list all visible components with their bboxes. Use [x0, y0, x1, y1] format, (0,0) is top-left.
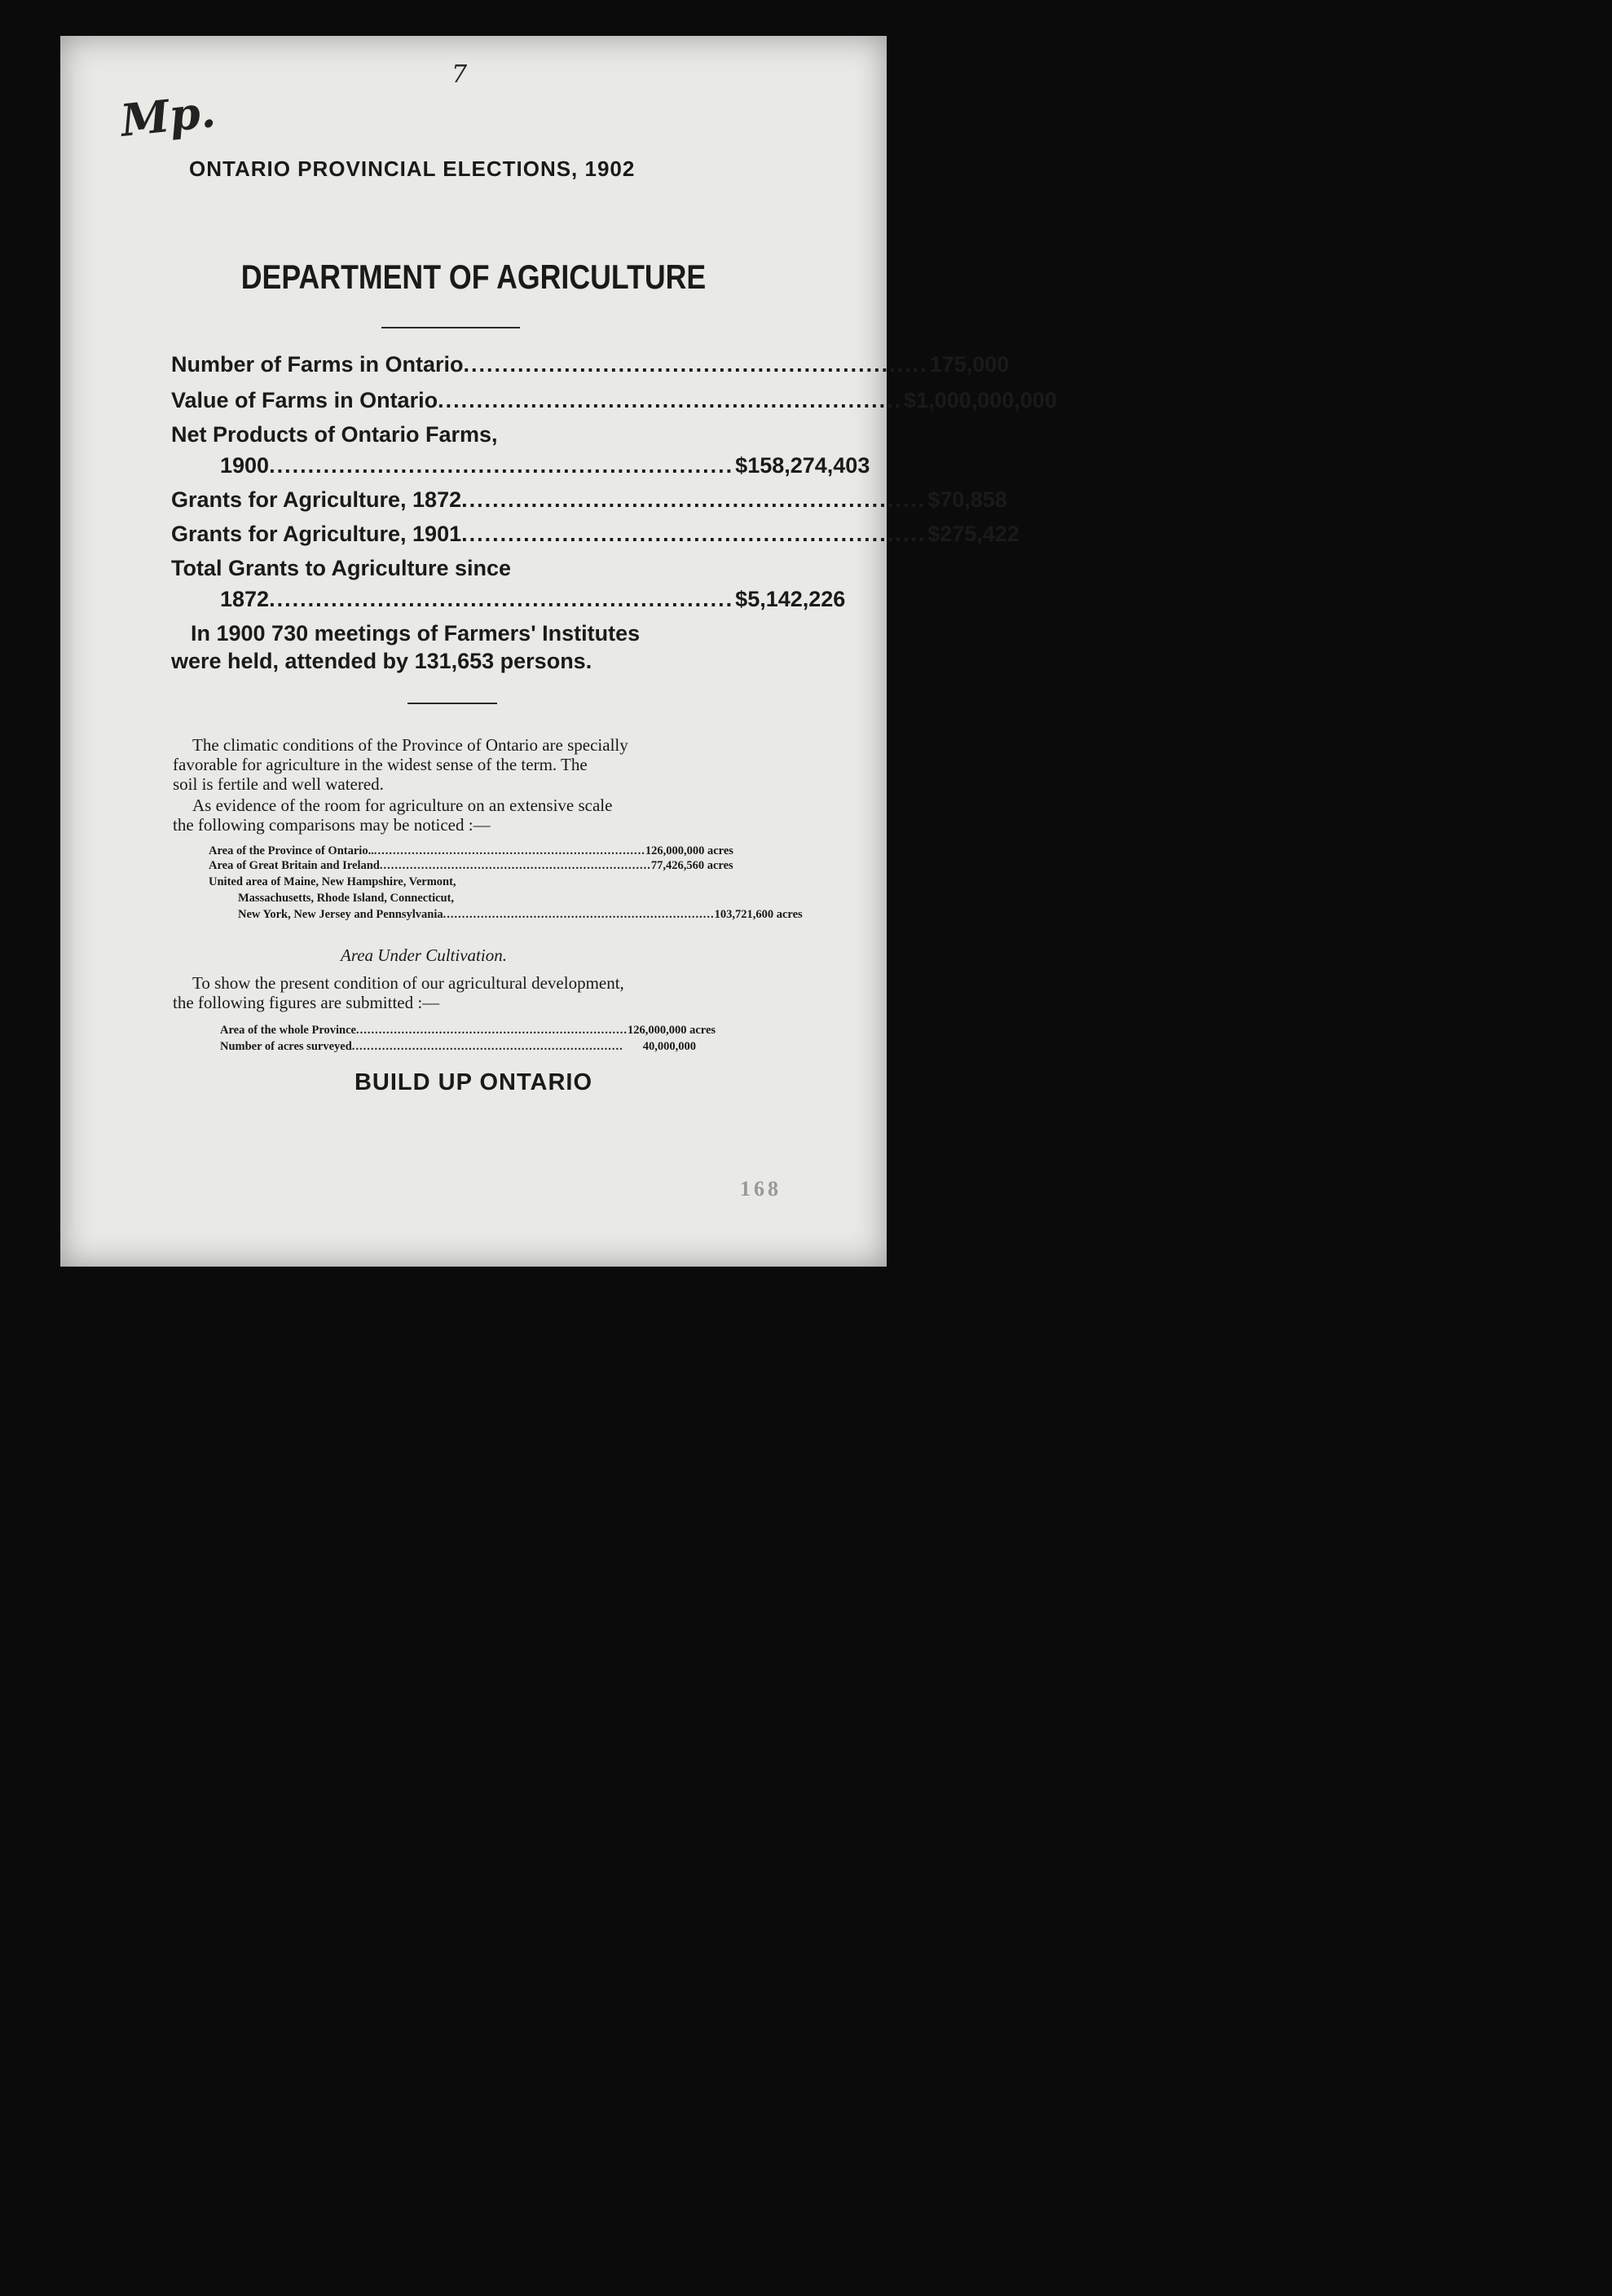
climate-line-5: the following comparisons may be noticed :—	[173, 815, 491, 835]
stat-farms-count: Number of Farms in Ontario ............................................................ 175,000	[171, 352, 1010, 377]
cultivation-value: 40,000,000	[642, 1040, 696, 1053]
stat-value: $70,858	[927, 487, 1007, 512]
stat-net-products: 1900 ............................................................ $158,274,403	[220, 453, 870, 478]
divider-middle	[407, 703, 497, 704]
stat-label: Value of Farms in Ontario	[171, 388, 438, 412]
cultivation-line-2: the following figures are submitted :—	[173, 993, 440, 1012]
archive-stamp: 168	[740, 1177, 782, 1201]
cultivation-surveyed: Number of acres surveyed ........................................................................ 40,000,000	[220, 1040, 696, 1053]
cultivation-heading: Area Under Cultivation.	[341, 945, 507, 965]
stat-label: 1872	[220, 587, 270, 611]
stat-value: 175,000	[929, 352, 1010, 377]
climate-line-3: soil is fertile and well watered.	[173, 774, 384, 794]
climate-line-4: As evidence of the room for agriculture on an extensive scale	[192, 795, 613, 815]
climate-line-2: favorable for agriculture in the widest sense of the term. The	[173, 755, 588, 774]
handwritten-annotation: Mp.	[117, 85, 218, 147]
cultivation-label: Number of acres surveyed	[220, 1040, 352, 1053]
cultivation-whole: Area of the whole Province ........................................................................ 126,000,000 acres	[220, 1024, 716, 1037]
stat-label: Grants for Agriculture, 1872	[171, 487, 462, 512]
comparison-label: Area of Great Britain and Ireland	[209, 859, 380, 872]
cultivation-line-1: To show the present condition of our agricultural development,	[192, 973, 624, 993]
stat-label: Number of Farms in Ontario	[171, 352, 464, 377]
cultivation-value: 126,000,000 acres	[627, 1024, 716, 1037]
comparison-us-line-2: Massachusetts, Rhode Island, Connecticut,	[238, 892, 455, 905]
stat-grants-1872: Grants for Agriculture, 1872 ............................................................ $70,858	[171, 487, 1007, 512]
page-number: 7	[451, 60, 468, 89]
stat-label: Grants for Agriculture, 1901	[171, 522, 462, 546]
comparison-value: 126,000,000 acres	[645, 844, 733, 857]
comparison-value: 103,721,600 acres	[714, 908, 803, 921]
stat-label: 1900	[220, 453, 270, 478]
institutes-line-1: In 1900 730 meetings of Farmers' Institutes	[191, 621, 641, 646]
comparison-us-line-1: United area of Maine, New Hampshire, Vermont,	[209, 875, 456, 888]
stat-grants-1901: Grants for Agriculture, 1901 ............................................................ $275,422	[171, 522, 1020, 546]
stat-total-grants: 1872 ............................................................ $5,142,226	[220, 587, 846, 611]
department-title: DEPARTMENT OF AGRICULTURE	[240, 258, 707, 296]
build-up-ontario-slogan: BUILD UP ONTARIO	[354, 1069, 593, 1095]
institutes-line-2: were held, attended by 131,653 persons.	[171, 649, 592, 673]
stat-total-grants-label: Total Grants to Agriculture since	[171, 556, 512, 580]
comparison-label: Area of the Province of Ontario..	[209, 844, 374, 857]
stat-value: $275,422	[927, 522, 1020, 546]
cultivation-label: Area of the whole Province	[220, 1024, 356, 1037]
comparison-ontario: Area of the Province of Ontario.. ........................................................................ 126,000,000 acres	[209, 844, 733, 857]
stat-value: $1,000,000,000	[904, 388, 1057, 412]
divider-top	[381, 327, 520, 328]
stat-farms-value: Value of Farms in Ontario ............................................................ $1,000,000,000	[171, 388, 1057, 412]
stat-value: $158,274,403	[735, 453, 870, 478]
comparison-label: New York, New Jersey and Pennsylvania	[238, 908, 443, 921]
stat-value: $5,142,226	[735, 587, 846, 611]
comparison-value: 77,426,560 acres	[650, 859, 733, 872]
elections-heading: ONTARIO PROVINCIAL ELECTIONS, 1902	[189, 156, 636, 181]
comparison-us: New York, New Jersey and Pennsylvania ........................................................................ 103,721,600 acres	[238, 908, 803, 921]
comparison-britain: Area of Great Britain and Ireland ........................................................................ 77,426,560 acres	[209, 859, 733, 872]
stat-net-products-label: Net Products of Ontario Farms,	[171, 422, 498, 447]
climate-line-1: The climatic conditions of the Province of Ontario are specially	[192, 735, 628, 755]
document-page	[60, 36, 1057, 1267]
